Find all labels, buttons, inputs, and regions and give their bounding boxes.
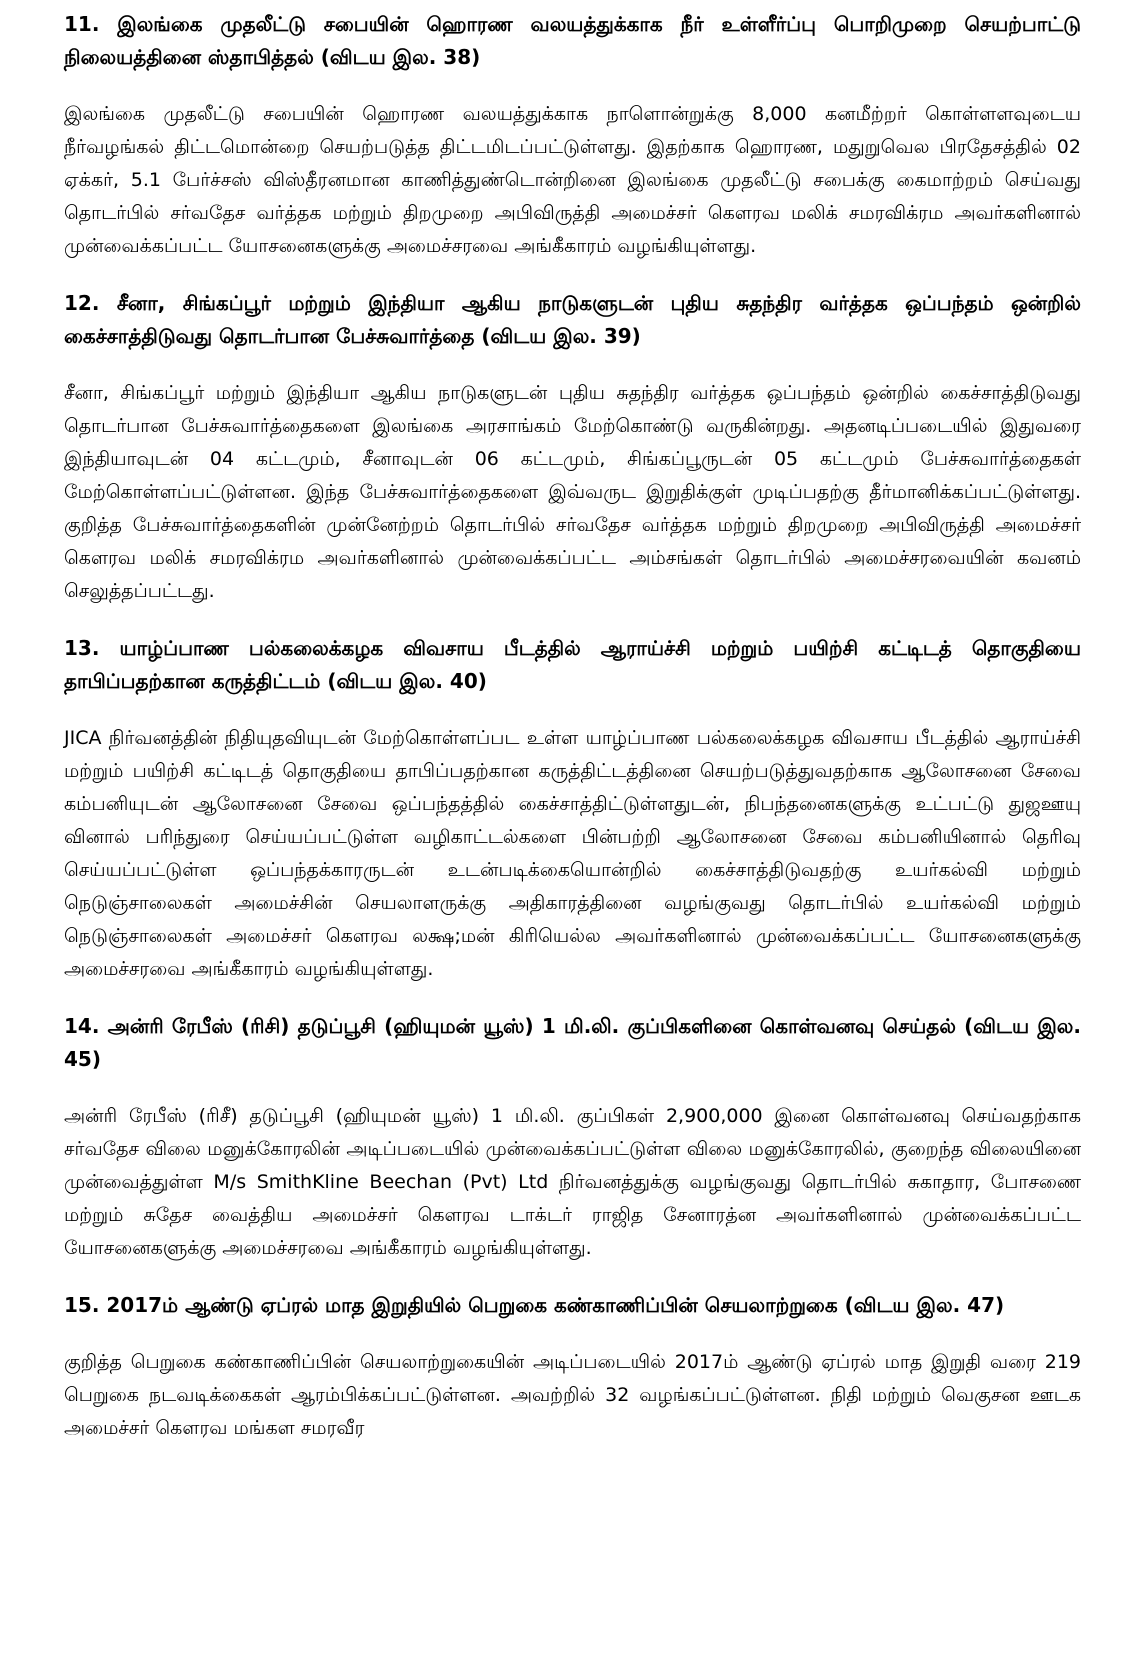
section-heading: 14. அன்ரி ரேபீஸ் (ரிசி) தடுப்பூசி (ஹியுமன் யூஸ்) 1 மி.லி. குப்பிகளினை கொள்வனவு செய்தல் (விடய இல. 45) <box>64 1014 1081 1071</box>
section-12 <box>64 287 1081 608</box>
section-heading: 11. இலங்கை முதலீட்டு சபையின் ஹொரண வலயத்துக்காக நீர் உள்ளீர்ப்பு பொறிமுறை செயற்பாட்டு நிலையத்தினை ஸ்தாபித்தல் (விடய இல. 38) <box>64 12 1081 69</box>
section-13 <box>64 632 1081 986</box>
section-heading: 13. யாழ்ப்பாண பல்கலைக்கழக விவசாய பீடத்தில் ஆராய்ச்சி மற்றும் பயிற்சி கட்டிடத் தொகுதியை தாபிப்பதற்கான கருத்திட்டம் (விடய இல. 40) <box>64 636 1081 693</box>
section-body: இலங்கை முதலீட்டு சபையின் ஹொரண வலயத்துக்காக நாளொன்றுக்கு 8,000 கனமீற்றர் கொள்ளளவுடைய நீர்வழங்கல் திட்டமொன்றை செயற்படுத்த திட்டமிடப்பட்டுள்ளது. இதற்காக ஹொரண, மதுறுவெல பிரதேசத்தில் 02 ஏக்கர், 5.1 பேர்ச்சஸ் விஸ்தீரனமான காணித்துண்டொன்றினை இலங்கை முதலீட்டு சபைக்கு கைமாற்றம் செய்வது தொடர்பில் சர்வதேச வர்த்தக மற்றும் திறமுறை அபிவிருத்தி அமைச்சர் கௌரவ மலிக் சமரவிக்ரம அவர்களினால் முன்வைக்கப்பட்ட யோசனைகளுக்கு அமைச்சரவை அங்கீகாரம் வழங்கியுள்ளது. <box>64 103 1081 257</box>
section-body: குறித்த பெறுகை கண்காணிப்பின் செயலாற்றுகையின் அடிப்படையில் 2017ம் ஆண்டு ஏப்ரல் மாத இறுதி வரை 219 பெறுகை நடவடிக்கைகள் ஆரம்பிக்கப்பட்டுள்ளன. அவற்றில் 32 வழங்கப்பட்டுள்ளன. நிதி மற்றும் வெகுசன ஊடக அமைச்சர் கௌரவ மங்கள சமரவீர <box>64 1351 1081 1439</box>
section-body: அன்ரி ரேபீஸ் (ரிசீ) தடுப்பூசி (ஹியுமன் யூஸ்) 1 மி.லி. குப்பிகள் 2,900,000 இனை கொள்வனவு செய்வதற்காக சர்வதேச விலை மனுக்கோரலின் அடிப்படையில் முன்வைக்கப்பட்டுள்ள விலை மனுக்கோரலில், குறைந்த விலையினை முன்வைத்துள்ள M/s SmithKline Beechan (Pvt) Ltd நிர்வனத்துக்கு வழங்குவது தொடர்பில் சுகாதார, போசணை மற்றும் சுதேச வைத்திய அமைச்சர் கௌரவ டாக்டர் ராஜித சேனாரத்ன அவர்களினால் முன்வைக்கப்பட்ட யோசனைகளுக்கு அமைச்சரவை அங்கீகாரம் வழங்கியுள்ளது. <box>64 1105 1081 1259</box>
section-heading: 15. 2017ம் ஆண்டு ஏப்ரல் மாத இறுதியில் பெறுகை கண்காணிப்பின் செயலாற்றுகை (விடய இல. 47) <box>64 1293 1005 1317</box>
section-body: JICA நிர்வனத்தின் நிதியுதவியுடன் மேற்கொள்ளப்பட உள்ள யாழ்ப்பாண பல்கலைக்கழக விவசாய பீடத்தில் ஆராய்ச்சி மற்றும் பயிற்சி கட்டிடத் தொகுதியை தாபிப்பதற்கான கருத்திட்டத்தினை செயற்படுத்துவதற்காக ஆலோசனை சேவை கம்பனியுடன் ஆலோசனை சேவை ஒப்பந்தத்தில் கைச்சாத்திட்டுள்ளதுடன், நிபந்தனைகளுக்கு உட்பட்டு துஜஊயு வினால் பரிந்துரை செய்யப்பட்டுள்ள வழிகாட்டல்களை பின்பற்றி ஆலோசனை சேவை கம்பனியினால் தெரிவு செய்யப்பட்டுள்ள ஒப்பந்தக்காரருடன் உடன்படிக்கையொன்றில் கைச்சாத்திடுவதற்கு உயர்கல்வி மற்றும் நெடுஞ்சாலைகள் அமைச்சின் செயலாளருக்கு அதிகாரத்தினை வழங்குவது தொடர்பில் உயர்கல்வி மற்றும் நெடுஞ்சாலைகள் அமைச்சர் கௌரவ லக்ஷ;மன் கிரியெல்ல அவர்களினால் முன்வைக்கப்பட்ட யோசனைகளுக்கு அமைச்சரவை அங்கீகாரம் வழங்கியுள்ளது. <box>64 727 1082 980</box>
section-14 <box>64 1010 1081 1265</box>
section-body: சீனா, சிங்கப்பூர் மற்றும் இந்தியா ஆகிய நாடுகளுடன் புதிய சுதந்திர வர்த்தக ஒப்பந்தம் ஒன்றில் கைச்சாத்திடுவது தொடர்பான பேச்சுவார்த்தைகளை இலங்கை அரசாங்கம் மேற்கொண்டு வருகின்றது. அதனடிப்படையில் இதுவரை இந்தியாவுடன் 04 கட்டமும், சீனாவுடன் 06 கட்டமும், சிங்கப்பூருடன் 05 கட்டமும் பேச்சுவார்த்தைகள் மேற்கொள்ளப்பட்டுள்ளன. இந்த பேச்சுவார்த்தைகளை இவ்வருட இறுதிக்குள் முடிப்பதற்கு தீர்மானிக்கப்பட்டுள்ளது. குறித்த பேச்சுவார்த்தைகளின் முன்னேற்றம் தொடர்பில் சர்வதேச வர்த்தக மற்றும் திறமுறை அபிவிருத்தி அமைச்சர் கௌரவ மலிக் சமரவிக்ரம அவர்களினால் முன்வைக்கப்பட்ட அம்சங்கள் தொடர்பில் அமைச்சரவையின் கவனம் செலுத்தப்பட்டது. <box>64 382 1081 602</box>
section-11 <box>64 8 1081 263</box>
section-15 <box>64 1289 1081 1445</box>
section-heading: 12. சீனா, சிங்கப்பூர் மற்றும் இந்தியா ஆகிய நாடுகளுடன் புதிய சுதந்திர வர்த்தக ஒப்பந்தம் ஒன்றில் கைச்சாத்திடுவது தொடர்பான பேச்சுவார்த்தை (விடய இல. 39) <box>64 291 1081 348</box>
